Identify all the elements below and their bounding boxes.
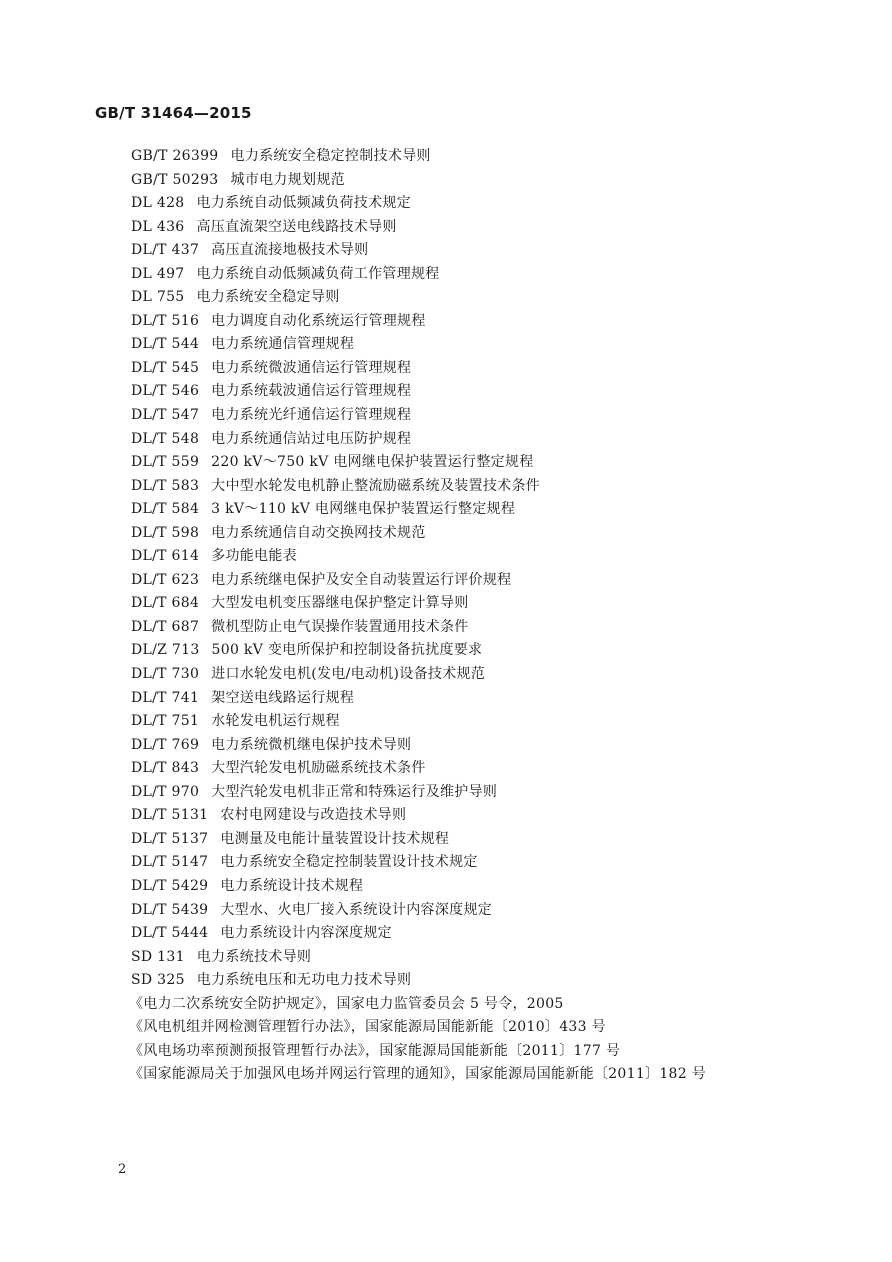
reference-title: 大型汽轮发电机非正常和特殊运行及维护导则: [211, 783, 498, 800]
reference-code: SD 131: [131, 948, 185, 965]
reference-code: DL/T 437: [131, 242, 200, 259]
reference-code: DL/T 5137: [131, 830, 209, 847]
reference-item: [131, 263, 706, 287]
reference-code: DL/T 623: [131, 571, 200, 588]
reference-item: [131, 451, 706, 475]
document-header: GB/T 31464—2015: [95, 104, 252, 122]
reference-item: [131, 639, 706, 663]
reference-item: [131, 310, 706, 334]
reference-code: DL/T 687: [131, 618, 200, 635]
reference-title: 高压直流接地极技术导则: [211, 242, 369, 259]
reference-title: 电力系统设计技术规程: [220, 877, 364, 894]
reference-item: [131, 545, 706, 569]
reference-item: [131, 380, 706, 404]
regulation-document-item: 《国家能源局关于加强风电场并网运行管理的通知》，国家能源局国能新能〔2011〕182 号: [129, 1066, 706, 1083]
reference-title: 大型发电机变压器继电保护整定计算导则: [211, 595, 469, 612]
reference-title: 水轮发电机运行规程: [211, 713, 340, 730]
reference-title: 电力系统自动低频减负荷技术规定: [196, 195, 411, 212]
reference-item: [131, 404, 706, 428]
reference-item: [131, 875, 706, 899]
reference-code: DL/T 598: [131, 524, 200, 541]
reference-code: DL/T 546: [131, 383, 200, 400]
reference-item: [131, 216, 706, 240]
reference-title: 多功能电能表: [211, 548, 297, 565]
reference-code: DL/T 730: [131, 666, 200, 683]
reference-code: DL/T 545: [131, 359, 200, 376]
reference-code: GB/T 50293: [131, 171, 219, 188]
reference-title: 架空送电线路运行规程: [211, 689, 355, 706]
reference-title: 高压直流架空送电线路技术导则: [196, 218, 397, 235]
reference-item: [131, 333, 706, 357]
reference-code: DL/T 5131: [131, 807, 209, 824]
reference-code: DL/T 843: [131, 760, 200, 777]
reference-title: 大型水、火电厂接入系统设计内容深度规定: [220, 901, 493, 918]
reference-title: 大中型水轮发电机静止整流励磁系统及装置技术条件: [211, 477, 541, 494]
reference-item: [131, 569, 706, 593]
reference-title: 进口水轮发电机(发电/电动机)设备技术规范: [211, 666, 486, 683]
reference-code: DL/T 684: [131, 595, 200, 612]
reference-code: DL/T 741: [131, 689, 200, 706]
reference-code: DL/T 970: [131, 783, 200, 800]
reference-item: [131, 169, 706, 193]
reference-title: 大型汽轮发电机励磁系统技术条件: [211, 760, 426, 777]
reference-item: [131, 757, 706, 781]
reference-title: 电力系统安全稳定导则: [196, 289, 340, 306]
reference-item: [131, 498, 706, 522]
reference-code: DL 436: [131, 218, 185, 235]
reference-item: [131, 357, 706, 381]
reference-code: GB/T 26399: [131, 148, 219, 164]
reference-item: [131, 592, 706, 616]
reference-title: 电力系统电压和无功电力技术导则: [196, 972, 412, 989]
reference-title: 3 kV～110 kV 电网继电保护装置运行整定规程: [211, 501, 516, 518]
reference-code: DL/T 544: [131, 336, 200, 353]
reference-title: 电力系统微机继电保护技术导则: [211, 736, 412, 753]
reference-code: SD 325: [131, 972, 185, 989]
reference-code: DL/T 5429: [131, 877, 209, 894]
reference-item: [131, 828, 706, 852]
reference-code: DL/T 5444: [131, 925, 209, 942]
reference-title: 电力系统继电保护及安全自动装置运行评价规程: [211, 571, 512, 588]
regulation-document-item: 《风电场功率预测预报管理暂行办法》，国家能源局国能新能〔2011〕177 号: [129, 1042, 621, 1059]
reference-title: 电力系统通信自动交换网技术规范: [211, 524, 426, 541]
reference-item: [131, 781, 706, 805]
reference-title: 微机型防止电气误操作装置通用技术条件: [211, 618, 469, 635]
reference-code: DL/T 516: [131, 312, 200, 329]
reference-item: [131, 192, 706, 216]
reference-title: 城市电力规划规范: [230, 171, 345, 188]
reference-title: 电力系统光纤通信运行管理规程: [211, 407, 412, 424]
normative-references-list: [131, 145, 706, 1087]
reference-code: DL/T 547: [131, 407, 200, 424]
reference-item: [131, 616, 706, 640]
reference-title: 电力系统载波通信运行管理规程: [211, 383, 412, 400]
reference-title: 500 kV 变电所保护和控制设备抗扰度要求: [211, 642, 483, 659]
reference-title: 电测量及电能计量装置设计技术规程: [220, 830, 450, 847]
reference-item: [131, 286, 706, 310]
page-number: 2: [118, 1162, 127, 1177]
reference-title: 电力系统安全稳定控制装置设计技术规定: [220, 854, 478, 871]
reference-code: DL 755: [131, 289, 185, 306]
reference-item: [131, 522, 706, 546]
reference-code: DL/T 751: [131, 713, 200, 730]
reference-code: DL/T 583: [131, 477, 200, 494]
reference-title: 电力系统设计内容深度规定: [220, 925, 392, 942]
reference-code: DL/T 559: [131, 454, 200, 471]
reference-title: 电力系统安全稳定控制技术导则: [230, 148, 431, 164]
reference-code: DL 497: [131, 265, 185, 282]
reference-title: 电力系统微波通信运行管理规程: [211, 359, 412, 376]
reference-item: [131, 922, 706, 946]
reference-code: DL/T 769: [131, 736, 200, 753]
reference-title: 电力系统自动低频减负荷工作管理规程: [196, 265, 440, 282]
reference-item: [131, 804, 706, 828]
reference-code: DL/Z 713: [131, 642, 200, 659]
reference-code: DL/T 5439: [131, 901, 209, 918]
regulation-document-item: 《风电机组并网检测管理暂行办法》，国家能源局国能新能〔2010〕433 号: [129, 1019, 606, 1036]
reference-item: [131, 946, 706, 970]
reference-title: 电力调度自动化系统运行管理规程: [211, 312, 426, 329]
reference-item: [131, 475, 706, 499]
reference-code: DL/T 5147: [131, 854, 209, 871]
reference-title: 电力系统通信管理规程: [211, 336, 355, 353]
reference-code: DL/T 584: [131, 501, 200, 518]
reference-item: [131, 969, 706, 993]
reference-code: DL/T 614: [131, 548, 200, 565]
reference-item: [131, 663, 706, 687]
reference-item: [131, 851, 706, 875]
reference-item: [131, 734, 706, 758]
reference-item: [131, 428, 706, 452]
reference-item: [131, 710, 706, 734]
reference-item: [131, 239, 706, 263]
reference-title: 电力系统技术导则: [196, 948, 312, 965]
reference-code: DL 428: [131, 195, 185, 212]
reference-code: DL/T 548: [131, 430, 200, 447]
reference-item: [131, 687, 706, 711]
reference-title: 电力系统通信站过电压防护规程: [211, 430, 412, 447]
reference-title: 220 kV～750 kV 电网继电保护装置运行整定规程: [211, 454, 534, 471]
regulation-document-item: 《电力二次系统安全防护规定》，国家电力监管委员会 5 号令，2005: [129, 995, 564, 1012]
reference-item: [131, 145, 706, 169]
reference-item: [131, 899, 706, 923]
reference-title: 农村电网建设与改造技术导则: [220, 807, 407, 824]
